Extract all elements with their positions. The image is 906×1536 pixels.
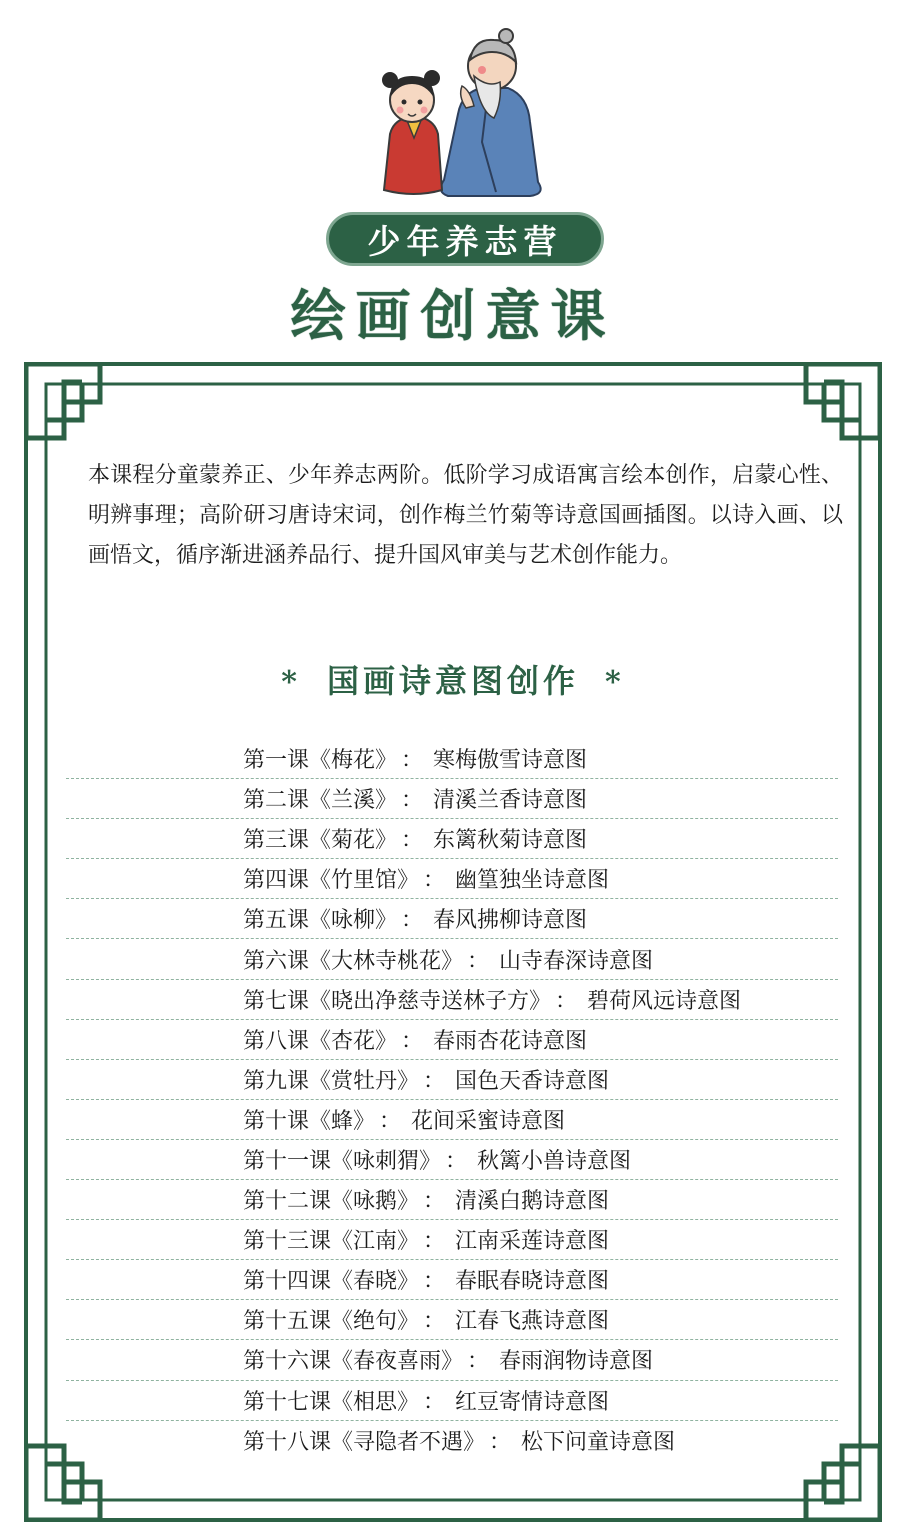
lesson-separator: ： <box>423 1068 446 1094</box>
lesson-description: 春风拂柳诗意图 <box>433 908 588 934</box>
star-left-icon: * <box>281 665 301 700</box>
lesson-title: 《竹里馆》 <box>309 868 420 894</box>
lesson-number: 第十六课 <box>243 1349 332 1375</box>
section-title: 国画诗意图创作 <box>326 662 579 700</box>
section-heading <box>0 656 906 702</box>
page-title: 绘画创意课 <box>290 283 616 348</box>
lesson-title: 《春夜喜雨》 <box>331 1349 464 1375</box>
lesson-description: 清溪白鹅诗意图 <box>455 1189 610 1215</box>
lesson-item <box>66 859 838 899</box>
lesson-description: 江南采莲诗意图 <box>455 1229 610 1255</box>
lesson-item <box>66 980 838 1020</box>
lesson-number: 第一课 <box>243 748 310 774</box>
child-and-scholar-illustration <box>370 22 560 202</box>
lesson-title: 《杏花》 <box>309 1028 398 1054</box>
lesson-separator: ： <box>423 1309 446 1335</box>
lesson-number: 第十课 <box>243 1108 310 1134</box>
lesson-description: 松下问童诗意图 <box>521 1430 676 1456</box>
lesson-separator: ： <box>423 1389 446 1415</box>
lesson-number: 第二课 <box>243 788 310 814</box>
lesson-item <box>66 939 838 979</box>
lesson-separator: ： <box>423 868 446 894</box>
lesson-number: 第三课 <box>243 828 310 854</box>
lesson-title: 《寻隐者不遇》 <box>331 1430 486 1456</box>
lesson-number: 第六课 <box>243 948 310 974</box>
lesson-description: 红豆寄情诗意图 <box>455 1389 610 1415</box>
lesson-description: 春眠春晓诗意图 <box>455 1269 610 1295</box>
lesson-item <box>66 1381 838 1421</box>
lesson-separator: ： <box>401 908 424 934</box>
lesson-separator: ： <box>423 1229 446 1255</box>
lesson-separator: ： <box>379 1108 402 1134</box>
lesson-item <box>66 1140 838 1180</box>
lesson-separator: ： <box>555 988 578 1014</box>
lesson-item <box>66 1020 838 1060</box>
lesson-number: 第十三课 <box>243 1229 332 1255</box>
lesson-item <box>66 1260 838 1300</box>
lesson-description: 花间采蜜诗意图 <box>411 1108 566 1134</box>
lesson-number: 第十五课 <box>243 1309 332 1335</box>
lesson-item <box>66 1340 838 1380</box>
lesson-title: 《晓出净慈寺送林子方》 <box>309 988 552 1014</box>
lesson-description: 春雨杏花诗意图 <box>433 1028 588 1054</box>
lesson-item <box>66 1220 838 1260</box>
lesson-separator: ： <box>423 1269 446 1295</box>
lesson-item <box>66 1421 838 1461</box>
lesson-number: 第五课 <box>243 908 310 934</box>
camp-badge <box>326 212 604 266</box>
lesson-number: 第十二课 <box>243 1189 332 1215</box>
star-right-icon: * <box>605 665 625 700</box>
lesson-separator: ： <box>401 788 424 814</box>
lesson-separator: ： <box>467 1349 490 1375</box>
lesson-description: 东篱秋菊诗意图 <box>433 828 588 854</box>
lesson-separator: ： <box>401 1028 424 1054</box>
lesson-title: 《兰溪》 <box>309 788 398 814</box>
lesson-description: 清溪兰香诗意图 <box>433 788 588 814</box>
lesson-item <box>66 1060 838 1100</box>
lesson-separator: ： <box>401 828 424 854</box>
lesson-title: 《江南》 <box>331 1229 420 1255</box>
lesson-title: 《梅花》 <box>309 748 398 774</box>
lesson-title: 《绝句》 <box>331 1309 420 1335</box>
lesson-description: 国色天香诗意图 <box>455 1068 610 1094</box>
lesson-title: 《赏牡丹》 <box>309 1068 420 1094</box>
lesson-description: 江春飞燕诗意图 <box>455 1309 610 1335</box>
lesson-number: 第四课 <box>243 868 310 894</box>
lesson-separator: ： <box>401 748 424 774</box>
lesson-number: 第十一课 <box>243 1148 332 1174</box>
lesson-number: 第九课 <box>243 1068 310 1094</box>
camp-badge-text: 少年养志营 <box>367 221 563 261</box>
lesson-title: 《菊花》 <box>309 828 398 854</box>
lesson-title: 《大林寺桃花》 <box>309 948 464 974</box>
lesson-number: 第十七课 <box>243 1389 332 1415</box>
lesson-number: 第十四课 <box>243 1269 332 1295</box>
lesson-description: 秋篱小兽诗意图 <box>477 1148 632 1174</box>
course-intro-paragraph: 本课程分童蒙养正、少年养志两阶。低阶学习成语寓言绘本创作，启蒙心性、明辨事理；高阶研习唐诗宋词，创作梅兰竹菊等诗意国画插图。以诗入画、以画悟文，循序渐进涵养品行、提升国风审美与艺术创作能力。 <box>88 463 843 568</box>
lesson-title: 《春晓》 <box>331 1269 420 1295</box>
lesson-description: 山寺春深诗意图 <box>499 948 654 974</box>
lesson-list <box>66 739 838 1461</box>
lesson-number: 第十八课 <box>243 1430 332 1456</box>
lesson-separator: ： <box>445 1148 468 1174</box>
lesson-item <box>66 779 838 819</box>
lesson-item <box>66 1180 838 1220</box>
lesson-title: 《咏柳》 <box>309 908 398 934</box>
lesson-item <box>66 1100 838 1140</box>
lesson-separator: ： <box>489 1430 512 1456</box>
lesson-separator: ： <box>423 1189 446 1215</box>
lesson-title: 《咏鹅》 <box>331 1189 420 1215</box>
lesson-description: 寒梅傲雪诗意图 <box>433 748 588 774</box>
lesson-item <box>66 899 838 939</box>
lesson-item <box>66 819 838 859</box>
lesson-title: 《相思》 <box>331 1389 420 1415</box>
lesson-description: 碧荷风远诗意图 <box>587 988 742 1014</box>
lesson-title: 《咏刺猬》 <box>331 1148 442 1174</box>
lesson-item <box>66 739 838 779</box>
lesson-number: 第八课 <box>243 1028 310 1054</box>
lesson-description: 春雨润物诗意图 <box>499 1349 654 1375</box>
lesson-description: 幽篁独坐诗意图 <box>455 868 610 894</box>
lesson-title: 《蜂》 <box>309 1108 376 1134</box>
lesson-item <box>66 1300 838 1340</box>
lesson-separator: ： <box>467 948 490 974</box>
lesson-number: 第七课 <box>243 988 310 1014</box>
